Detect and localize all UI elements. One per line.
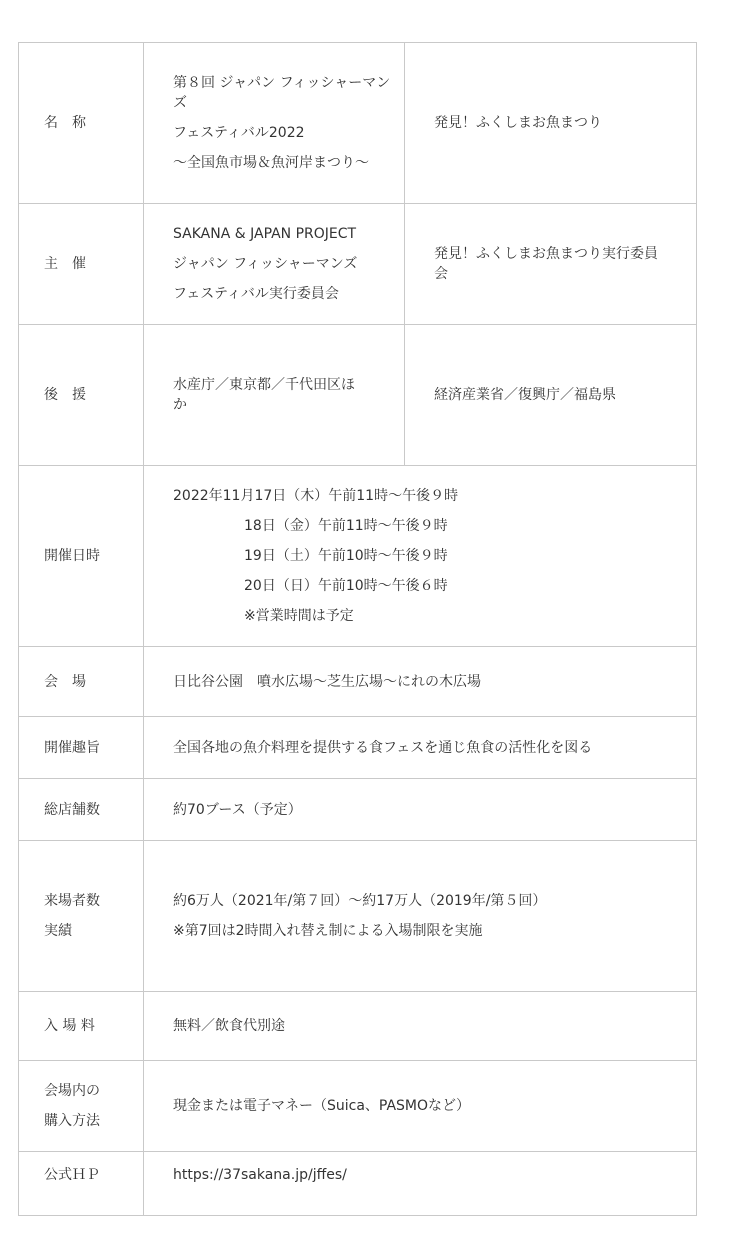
payment-value: 現金または電子マネー（Suica、PASMOなど） [144,1061,697,1152]
event-info-table [18,42,697,1216]
row-label: 主 催 [19,204,144,325]
name-main [144,43,405,204]
row-purpose [19,717,697,779]
organizer-main-line-3: フェスティバル実行委員会 [173,286,339,302]
row-label: 会 場 [19,647,144,717]
visitors-note: ※第7回は2時間入れ替え制による入場制限を実施 [173,923,483,939]
row-label [19,841,144,992]
row-label: 公式ＨＰ [19,1152,144,1216]
row-label: 開催日時 [19,466,144,647]
row-dates [19,466,697,647]
date-line-2: 18日（金）午前11時～午後９時 [244,518,448,534]
date-line-1: 2022年11月17日（木）午前11時～午後９時 [173,488,459,504]
name-main-line-2: フェスティバル2022 [173,125,305,141]
stores-value: 約70ブース（予定） [144,779,697,841]
row-name [19,43,697,204]
row-label: 開催趣旨 [19,717,144,779]
support-sub: 経済産業省／復興庁／福島県 [405,325,697,466]
row-label: 後 援 [19,325,144,466]
admission-value: 無料／飲食代別途 [144,992,697,1061]
website-link[interactable]: https://37sakana.jp/jffes/ [144,1152,697,1216]
row-label [19,1061,144,1152]
row-organizer [19,204,697,325]
organizer-main-line-2: ジャパン フィッシャーマンズ [173,256,358,272]
date-line-4: 20日（日）午前10時～午後６時 [244,578,448,594]
visitors-label-line-1: 来場者数 [44,893,100,909]
purpose-value: 全国各地の魚介料理を提供する食フェスを通じ魚食の活性化を図る [144,717,697,779]
date-line-3: 19日（土）午前10時～午後９時 [244,548,448,564]
organizer-main [144,204,405,325]
organizer-main-line-1: SAKANA & JAPAN PROJECT [173,226,357,242]
support-main: 水産庁／東京都／千代田区ほか [144,325,405,466]
name-sub: 発見！ふくしまお魚まつり [405,43,697,204]
visitors-line-1: 約6万人（2021年/第７回）～約17万人（2019年/第５回） [173,893,547,909]
row-admission [19,992,697,1061]
row-payment [19,1061,697,1152]
row-website [19,1152,697,1216]
organizer-sub: 発見！ふくしまお魚まつり実行委員会 [405,204,697,325]
row-label: 総店舗数 [19,779,144,841]
date-note: ※営業時間は予定 [244,608,354,624]
venue-value: 日比谷公園 噴水広場～芝生広場～にれの木広場 [144,647,697,717]
dates-value [144,466,697,647]
name-main-line-1: 第８回 ジャパン フィッシャーマンズ [173,75,391,111]
visitors-value [144,841,697,992]
row-label: 名 称 [19,43,144,204]
row-support [19,325,697,466]
row-venue [19,647,697,717]
payment-label-line-1: 会場内の [44,1083,100,1099]
name-main-line-3: ～全国魚市場＆魚河岸まつり～ [173,155,369,171]
row-label: 入 場 料 [19,992,144,1061]
payment-label-line-2: 購入方法 [44,1113,100,1129]
visitors-label-line-2: 実績 [44,923,72,939]
row-visitors [19,841,697,992]
row-stores [19,779,697,841]
